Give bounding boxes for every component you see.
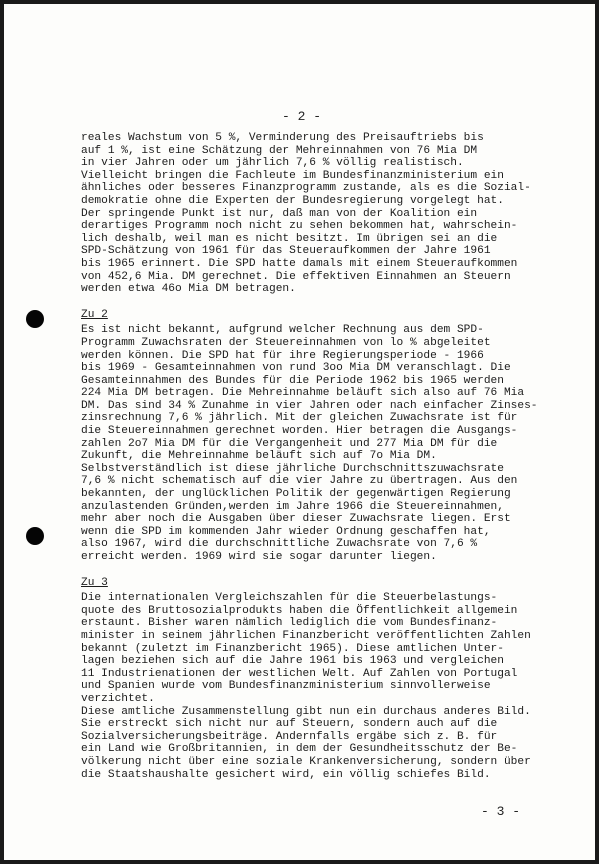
text-line: quote des Bruttosozialprodukts haben die Öffentlichkeit allgemein bbox=[81, 604, 518, 617]
text-line: Sozialversicherungsbeiträge. Andernfalls ergäbe sich z. B. für bbox=[81, 730, 498, 743]
text-line: minister in seinem jährlichen Finanzbericht veröffentlichten Zahlen bbox=[81, 629, 531, 642]
text-line: DM. Das sind 34 % Zunahme in vier Jahren oder nach einfacher Zinses- bbox=[81, 399, 538, 412]
text-line: bekannten, der unglücklichen Politik der gegenwärtigen Regierung bbox=[81, 488, 511, 501]
text-line: von 452,6 Mia. DM gerechnet. Die effektiven Einnahmen an Steuern bbox=[81, 270, 511, 283]
text-line: völkerung nicht über eine soziale Krankenversicherung, sondern über bbox=[81, 755, 531, 768]
text-line: bis 1969 - Gesamteinnahmen von rund 3oo Mia DM veranschlagt. Die bbox=[81, 362, 511, 375]
punch-hole bbox=[26, 527, 44, 545]
text-line: ähnliches oder besseres Finanzprogramm zustande, als es die Sozial- bbox=[81, 182, 531, 195]
text-line: bekannt (zuletzt im Finanzbericht 1965). Diese amtlichen Unter- bbox=[81, 642, 504, 655]
text-line: werden etwa 46o Mia DM betragen. bbox=[81, 283, 296, 296]
paragraph bbox=[81, 463, 593, 564]
text-line: Gesamteinnahmen des Bundes für die Periode 1962 bis 1965 werden bbox=[81, 374, 504, 387]
text-line: SPD-Schätzung von 1961 für das Steueraufkommen der Jahre 1961 bbox=[81, 245, 491, 258]
section-zu-2 bbox=[81, 309, 593, 564]
text-line: demokratie ohne die Experten der Bundesregierung vorgelegt hat. bbox=[81, 194, 504, 207]
page-number: - 2 - bbox=[282, 109, 322, 124]
text-line: Zukunft, die Mehreinnahme beläuft sich auf 7o Mia DM. bbox=[81, 450, 437, 463]
text-line: Programm Zuwachsraten der Steuereinnahmen von lo % abgeleitet bbox=[81, 336, 491, 349]
paragraph bbox=[81, 706, 593, 782]
text-line: 224 Mia DM betragen. Die Mehreinnahme beläuft sich also auf 76 Mia bbox=[81, 387, 525, 400]
section-heading: Zu 2 bbox=[81, 308, 108, 321]
text-line: bis 1965 erinnert. Die SPD hatte damals mit einem Steueraufkommen bbox=[81, 257, 518, 270]
next-page-marker: - 3 - bbox=[481, 804, 521, 819]
text-line: erreicht werden. 1969 wird sie sogar darunter liegen. bbox=[81, 551, 437, 563]
text-line: Der springende Punkt ist nur, daß man von der Koalition ein bbox=[81, 207, 478, 220]
document-body bbox=[81, 132, 593, 781]
text-line: und Spanien wurde vom Bundesfinanzministerium sinnvollerweise bbox=[81, 680, 491, 693]
text-line: zahlen 2o7 Mia DM für die Vergangenheit und 277 Mia DM für die bbox=[81, 437, 498, 450]
document-page bbox=[4, 4, 595, 860]
text-line: also 1967, wird die durchschnittliche Zuwachsrate von 7,6 % bbox=[81, 538, 478, 551]
text-line: Die internationalen Vergleichszahlen für die Steuerbelastungs- bbox=[81, 592, 498, 605]
text-line: Vielleicht bringen die Fachleute im Bundesfinanzministerium ein bbox=[81, 169, 504, 182]
text-line: wenn die SPD im kommenden Jahr wieder Ordnung geschaffen hat, bbox=[81, 525, 491, 538]
punch-hole bbox=[26, 310, 44, 328]
paragraph-intro bbox=[81, 132, 593, 170]
text-line: werden können. Die SPD hat für ihre Regierungsperiode - 1966 bbox=[81, 349, 484, 362]
text-line: ein Land wie Großbritannien, in dem der Gesundheitsschutz der Be- bbox=[81, 743, 518, 756]
text-line: zinsrechnung 7,6 % jährlich. Mit der gleichen Zuwachsrate ist für bbox=[81, 412, 518, 425]
text-line: 7,6 % nicht schematisch auf die vier Jahre zu übertragen. Aus den bbox=[81, 475, 518, 488]
section-heading: Zu 3 bbox=[81, 576, 108, 589]
section-zu-3 bbox=[81, 577, 593, 782]
text-line: erstaunt. Bisher waren nämlich lediglich die vom Bundesfinanz- bbox=[81, 617, 498, 630]
paragraph bbox=[81, 592, 593, 705]
text-line: reales Wachstum von 5 %, Verminderung des Preisauftriebs bis bbox=[81, 132, 484, 144]
text-line: verzichtet. bbox=[81, 692, 155, 705]
text-line: Selbstverständlich ist diese jährliche Durchschnittszuwachsrate bbox=[81, 462, 504, 475]
text-line: die Staatshaushalte gesichert wird, ein völlig schiefes Bild. bbox=[81, 768, 491, 781]
paragraph-vielleicht bbox=[81, 170, 593, 296]
text-line: auf 1 %, ist eine Schätzung der Mehreinnahmen von 76 Mia DM bbox=[81, 144, 478, 157]
text-line: die Steuereinnahmen gerechnet worden. Hier betragen die Ausgangs- bbox=[81, 425, 518, 438]
paragraph bbox=[81, 324, 593, 463]
text-line: mehr aber noch die Ausgaben über dieser Zuwachsrate liegen. Erst bbox=[81, 513, 511, 526]
text-line: lagen beziehen sich auf die Jahre 1961 bis 1963 und vergleichen bbox=[81, 655, 504, 668]
text-line: anzulastenden Gründen,werden im Jahre 1966 die Steuereinnahmen, bbox=[81, 500, 504, 513]
text-line: Diese amtliche Zusammenstellung gibt nun ein durchaus anderes Bild. bbox=[81, 705, 531, 718]
text-line: 11 Industrienationen der westlichen Welt. Auf Zahlen von Portugal bbox=[81, 667, 518, 680]
text-line: derartiges Programm noch nicht zu sehen bekommen hat, wahrschein- bbox=[81, 220, 518, 233]
text-line: Es ist nicht bekannt, aufgrund welcher Rechnung aus dem SPD- bbox=[81, 324, 484, 337]
text-line: Sie erstreckt sich nicht nur auf Steuern, sondern auch auf die bbox=[81, 718, 498, 731]
text-line: lich deshalb, weil man es nicht besitzt. Im übrigen sei an die bbox=[81, 232, 498, 245]
text-line: in vier Jahren oder um jährlich 7,6 % völlig realistisch. bbox=[81, 157, 464, 170]
